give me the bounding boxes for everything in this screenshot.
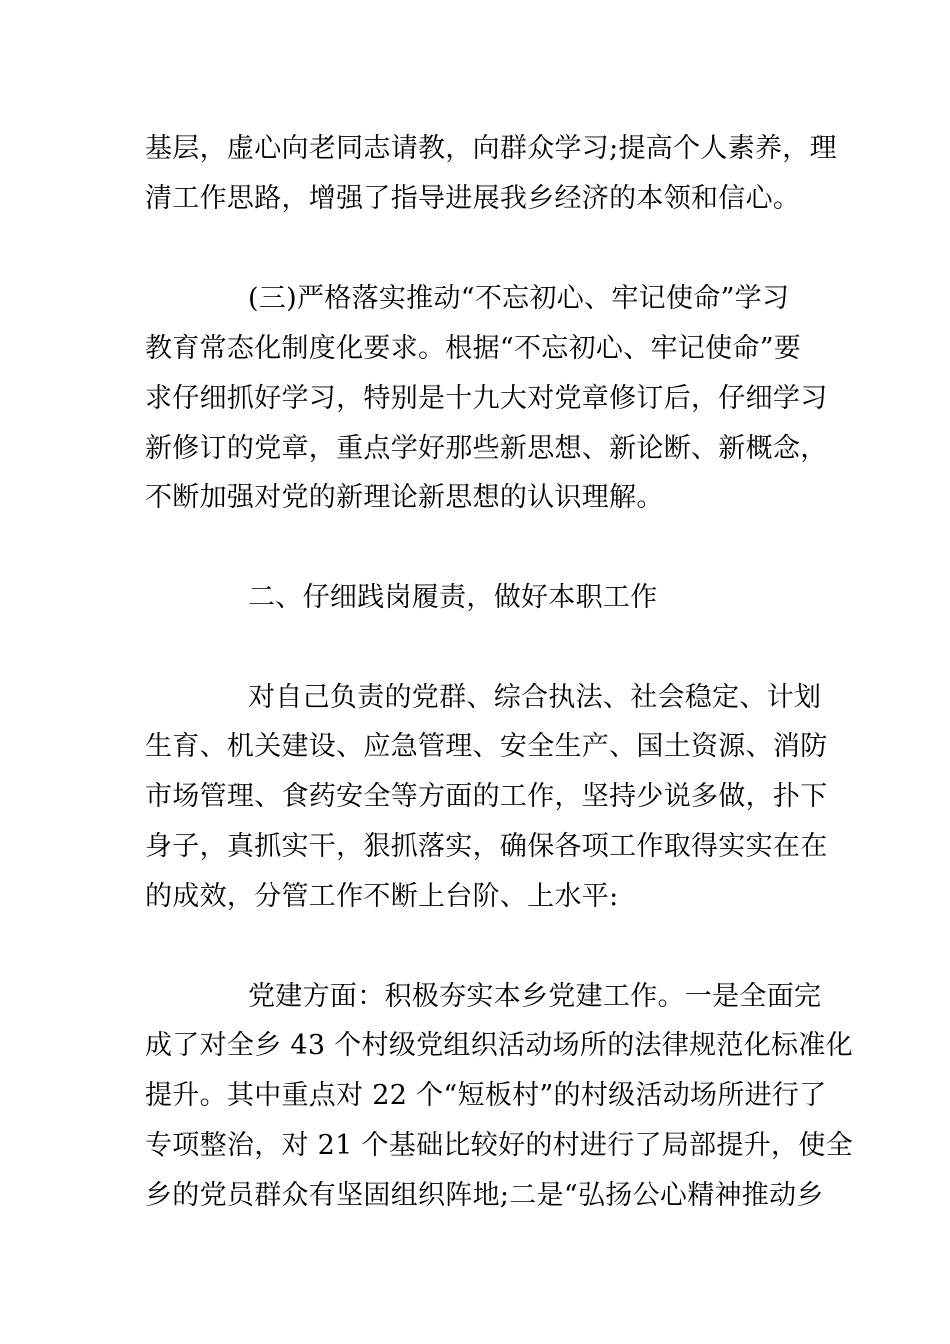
paragraph-line: 市场管理、食药安全等方面的工作，坚持少说多做，扑下	[145, 781, 828, 812]
paragraph-line: 清工作思路，增强了指导进展我乡经济的本领和信心。	[145, 183, 801, 214]
paragraph-line: 教育常态化制度化要求。根据“不忘初心、牢记使命”要	[145, 333, 802, 364]
paragraph-line: 新修订的党章，重点学好那些新思想、新论断、新概念，	[145, 433, 828, 464]
paragraph-line: 基层，虚心向老同志请教，向群众学习;提高个人素养，理	[145, 133, 837, 164]
paragraph-line: 提升。其中重点对 22 个“短板村”的村级活动场所进行了	[145, 1080, 827, 1111]
paragraph-line: 党建方面：积极夯实本乡党建工作。一是全面完	[248, 981, 822, 1012]
paragraph-line: 的成效，分管工作不断上台阶、上水平:	[145, 881, 619, 912]
paragraph-line: 专项整治，对 21 个基础比较好的村进行了局部提升，使全	[145, 1130, 853, 1161]
paragraph-line: 成了对全乡 43 个村级党组织活动场所的法律规范化标准化	[145, 1030, 853, 1061]
paragraph-line: 不断加强对党的新理论新思想的认识理解。	[145, 482, 664, 513]
paragraph-line: (三)严格落实推动“不忘初心、牢记使命”学习	[248, 283, 790, 314]
paragraph-line: 求仔细抓好学习，特别是十九大对党章修订后，仔细学习	[145, 383, 828, 414]
paragraph-line: 对自己负责的党群、综合执法、社会稳定、计划	[248, 682, 822, 713]
section-heading: 二、仔细践岗履责，做好本职工作	[248, 582, 658, 613]
paragraph-line: 乡的党员群众有坚固组织阵地;二是“弘扬公心精神推动乡	[145, 1180, 824, 1211]
paragraph-line: 生育、机关建设、应急管理、安全生产、国土资源、消防	[145, 731, 828, 762]
paragraph-line: 身子，真抓实干，狠抓落实，确保各项工作取得实实在在	[145, 831, 828, 862]
